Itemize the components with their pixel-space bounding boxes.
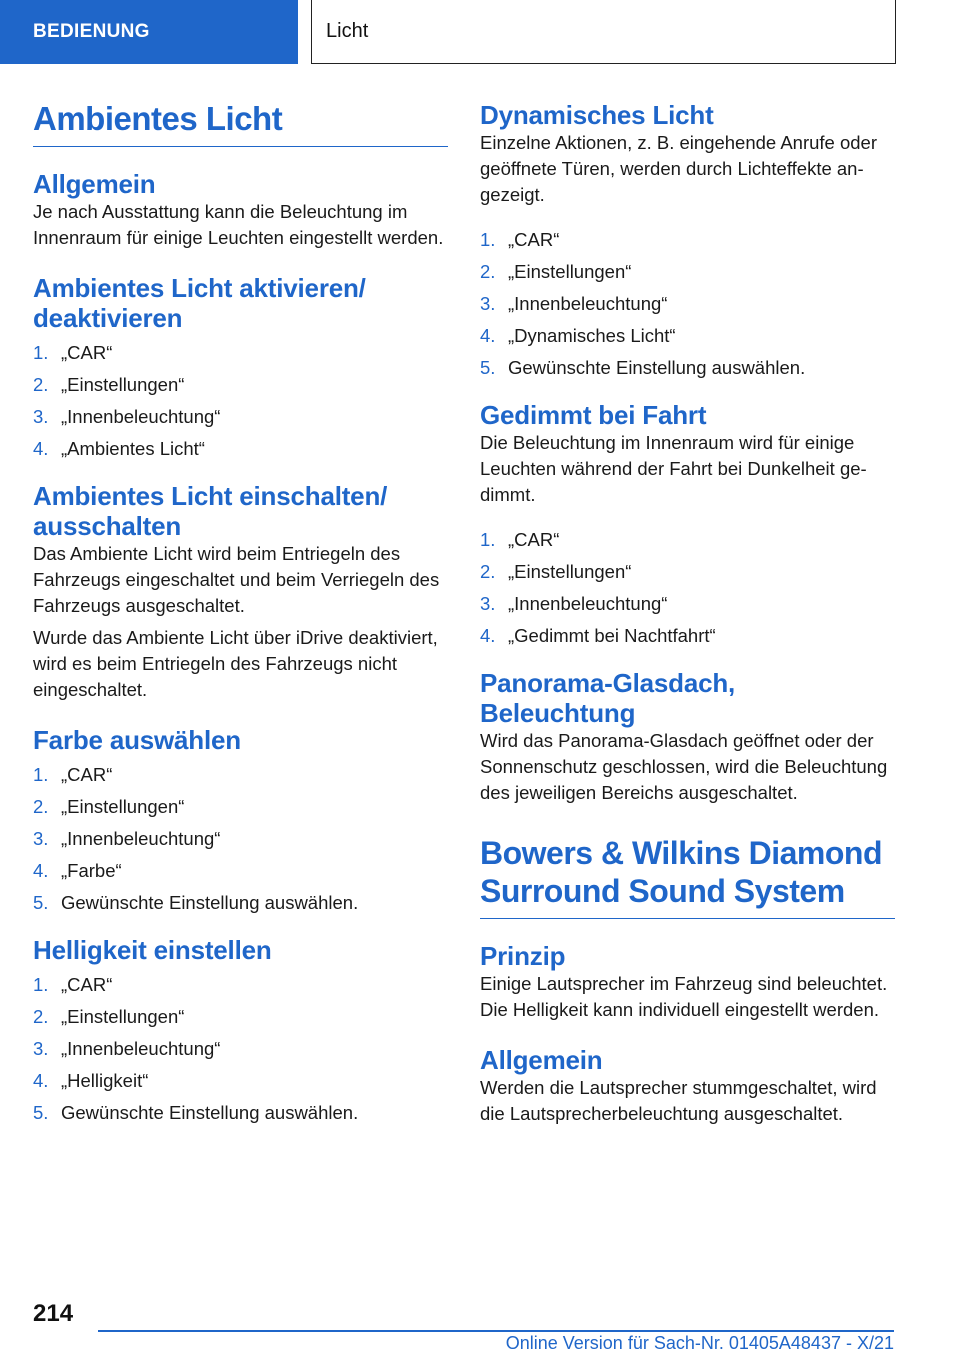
- right-column: [480, 100, 895, 1127]
- heading-gedimmt: Gedimmt bei Fahrt: [480, 400, 707, 430]
- list-item: 1. „CAR“: [33, 764, 113, 785]
- text-allgemein-2: Werden die Lautsprecher stummgeschaltet, wird die Lautsprecherbeleuchtung ausgeschaltet.: [480, 1077, 877, 1124]
- text-einschalten-2: Wurde das Ambiente Licht über iDrive deaktiviert, wird es beim Entriegeln des Fahrzeugs nicht eingeschaltet.: [33, 627, 438, 700]
- list-item: 3. „Innenbeleuchtung“: [480, 293, 668, 314]
- list-item: 1. „CAR“: [480, 529, 560, 550]
- page-number: 214: [33, 1300, 74, 1327]
- list-item: 4. „Gedimmt bei Nachtfahrt“: [480, 625, 716, 646]
- list-item: 3. „Innenbeleuchtung“: [33, 1038, 221, 1059]
- footer-version-text: Online Version für Sach-Nr. 01405A48437 - X/21: [505, 1333, 894, 1353]
- text-panorama: Wird das Panorama-Glasdach geöffnet oder der Sonnenschutz geschlossen, wird die Beleuchtung des jeweiligen Bereichs ausgeschaltet.: [480, 730, 888, 803]
- steps-dynamisch: [480, 224, 895, 384]
- steps-aktivieren: [33, 337, 448, 465]
- text-dynamisch: Einzelne Aktionen, z. B. eingehende Anrufe oder geöffnete Türen, werden durch Lichteffekte angezeigt.: [480, 132, 878, 205]
- list-item: 4. „Dynamisches Licht“: [480, 325, 676, 346]
- heading-dynamisch: Dynamisches Licht: [480, 100, 714, 130]
- section-label: BEDIENUNG: [33, 21, 150, 42]
- heading-prinzip: Prinzip: [480, 941, 566, 971]
- list-item: 5. Gewünschte Einstellung auswählen.: [33, 892, 359, 913]
- list-item: 1. „CAR“: [480, 229, 560, 250]
- text-prinzip: Einige Lautsprecher im Fahrzeug sind beleuchtet. Die Helligkeit kann individuell eingestellt werden.: [480, 973, 888, 1020]
- list-item: 2. „Einstellungen“: [33, 796, 185, 817]
- heading-aktivieren: Ambientes Licht aktivieren/ deaktivieren: [33, 273, 366, 333]
- list-item: 3. „Innenbeleuchtung“: [480, 593, 668, 614]
- heading-einschalten: Ambientes Licht einschalten/ ausschalten: [33, 481, 388, 541]
- heading-farbe: Farbe auswählen: [33, 725, 241, 755]
- list-item: 3. „Innenbeleuchtung“: [33, 406, 221, 427]
- main-title-ambientes-licht: Ambientes Licht: [33, 100, 448, 147]
- steps-gedimmt: [480, 524, 895, 652]
- section-tab: [0, 0, 298, 64]
- list-item: 2. „Einstellungen“: [33, 374, 185, 395]
- list-item: 4. „Helligkeit“: [33, 1070, 149, 1091]
- heading-helligkeit: Helligkeit einstellen: [33, 935, 272, 965]
- chapter-label: Licht: [326, 20, 369, 42]
- text-einschalten-1: Das Ambiente Licht wird beim Entriegeln des Fahrzeugs eingeschaltet und beim Verriegeln des Fahrzeugs ausgeschaltet.: [33, 543, 440, 616]
- list-item: 4. „Ambientes Licht“: [33, 438, 205, 459]
- list-item: 2. „Einstellungen“: [480, 261, 632, 282]
- text-gedimmt: Die Beleuchtung im Innenraum wird für einige Leuchten während der Fahrt bei Dunkelheit gedimmt.: [480, 432, 867, 505]
- list-item: 1. „CAR“: [33, 342, 113, 363]
- steps-helligkeit: [33, 969, 448, 1129]
- list-item: 1. „CAR“: [33, 974, 113, 995]
- list-item: 2. „Einstellungen“: [33, 1006, 185, 1027]
- heading-panorama: Panorama-Glasdach, Beleuchtung: [480, 668, 736, 728]
- footer-divider: [98, 1330, 894, 1332]
- left-column: [33, 100, 448, 1129]
- list-item: 5. Gewünschte Einstellung auswählen.: [480, 357, 806, 378]
- chapter-header: [311, 0, 896, 64]
- main-title-bowers-wilkins: Bowers & Wilkins Diamond Surround Sound System: [480, 834, 895, 919]
- list-item: 2. „Einstellungen“: [480, 561, 632, 582]
- list-item: 3. „Innenbeleuchtung“: [33, 828, 221, 849]
- list-item: 4. „Farbe“: [33, 860, 122, 881]
- heading-allgemein: Allgemein: [33, 169, 156, 199]
- heading-allgemein-2: Allgemein: [480, 1045, 603, 1075]
- list-item: 5. Gewünschte Einstellung auswählen.: [33, 1102, 359, 1123]
- text-allgemein: Je nach Ausstattung kann die Beleuchtung im Innenraum für einige Leuchten eingestellt werden.: [33, 201, 444, 248]
- steps-farbe: [33, 759, 448, 919]
